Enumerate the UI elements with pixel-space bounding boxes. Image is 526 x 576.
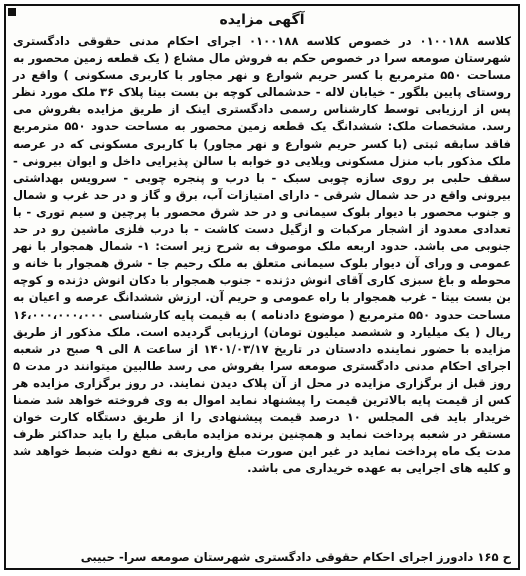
notice-title: آگهی مزایده: [219, 12, 305, 28]
notice-footer: ح ۱۶۵ دادورز اجرای احکام حقوقی دادگستری شهرستان صومعه سرا- حبیبی: [80, 550, 511, 564]
auction-notice: [4, 4, 520, 570]
corner-mark: [8, 8, 16, 16]
notice-body: کلاسه ۰۱۰۰۱۸۸ در خصوص کلاسه ۰۱۰۰۱۸۸ اجرای احکام مدنی حقوقی دادگستری شهرستان صومعه سرا در خصوص حکم به فروش مال مشاع ( یک قطعه زمین محصور به مساحت ۵۵۰ مترمربع با کسر حریم شوارع و نهر مجاور با کاربری مسکونی ) واقع در روستای پایین بلگور - خیابان لاله - حدشمالی کوچه بن بست بیتا پلاک ۳۶ ملک مورد نظر پس از ارزیابی توسط کارشناس رسمی دادگستری اینک از طریق مزایده بفروش می رسد. مشخصات ملک: ششدانگ یک قطعه زمین محصور به مساحت حدود ۵۵۰ مترمربع فاقد سابقه ثبتی (با کسر حریم شوارع و نهر مجاور) با کاربری مسکونی که در عرصه ملک مذکور باب منزل مسکونی ویلایی دو خوابه با سالن پذیرایی داخل و ایوان بیرونی - سقف حلبی بر روی سازه چوبی سبک - با درب و پنجره چوبی - سرویس بهداشتی بیرونی واقع در حد شمال شرقی - دارای امتیازات آب، برق و گاز و در حد غرب و شمال و جنوب محصور با دیوار بلوک سیمانی و در حد شرق محصور با پرچین و سیم توری - با تعدادی معدود از اشجار مرکبات و ازگیل دست کاشت - با درب فلزی ماشین رو در حد جنوبی می باشد. حدود اربعه ملک موصوف به شرح زیر است: ۱- شمال همجوار با نهر عمومی و ورای آن دیوار بلوک سیمانی متعلق به ملک رحیم جا - شرق همجوار با خانه و محوطه و باغ سبزی کاری آقای انوش دژنده - جنوب همجوار با دکان انوش دژنده و کوچه بن بست بیتا - غرب همجوار با راه عمومی و حریم آن. ارزش ششدانگ عرصه و اعیان به مساحت حدود ۵۵۰ مترمربع ( موضوع دادنامه ) به قیمت پایه کارشناسی ۱۶،۰۰۰،۰۰۰،۰۰۰ ریال ( یک میلیارد و ششصد میلیون تومان) ارزیابی گردیده است. ملک مذکور از طریق مزایده با حضور نماینده دادستان در تاریخ ۱۴۰۱/۰۳/۱۷ از ساعت ۸ الی ۹ صبح در شعبه اجرای احکام مدنی دادگستری صومعه سرا بفروش می رسد طالبین میتوانند در مدت ۵ روز قبل از برگزاری مزایده در محل از آن پلاک دیدن نمایند. در روز برگزاری مزایده هر کس از قیمت پایه بالاترین قیمت را پیشنهاد نماید اموال به وی فروخته خواهد شد ضمنا خریدار باید فی المجلس ۱۰ درصد قیمت پیشنهادی را از طریق دستگاه کارت خوان مستقر در شعبه پرداخت نماید و همچنین برنده مزایده مابقی مبلغ را باید حداکثر ظرف مدت یک ماه پرداخت نماید در غیر این صورت مبلغ واریزی به نفع دولت ضبط خواهد شد و کلیه های اجرایی به عهده خریداری می باشد.: [13, 34, 511, 476]
